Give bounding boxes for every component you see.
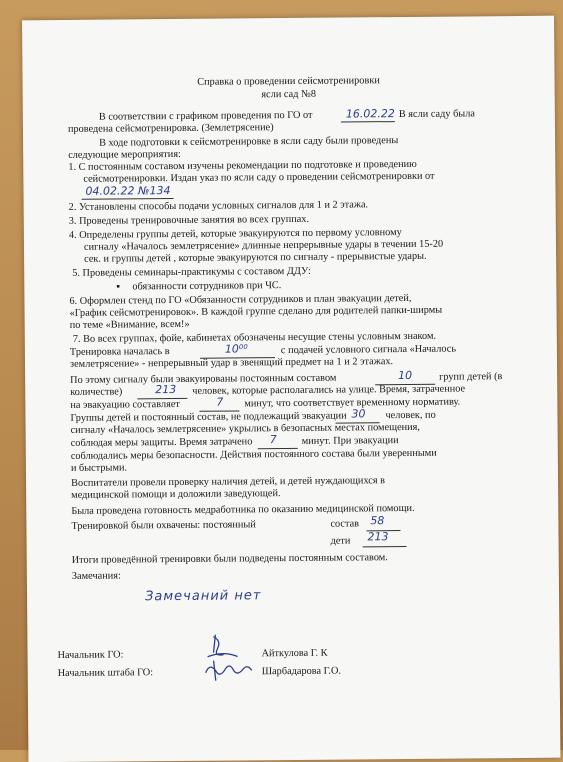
document-page [22,16,560,762]
head-label: Начальник ГО: [57,649,124,662]
kids-label: дети [330,535,351,547]
order-number-handwritten: 04.02.22 №134 [85,184,171,198]
prep-line-1: В ходе подготовки к сейсмотренировке в ясли саду были проведены [99,135,399,149]
item-5-bullet: ▪ [116,281,121,293]
item-1-line-b: сейсмотренировки. Издан указ по ясли саду о проведении сейсмотренировки от [83,170,435,185]
item-4-line-a: 4. Определены группы детей, которые эвакуируются по первому условному [68,227,402,241]
start-line-b: с подачей условного сигнала «Началось [280,343,457,357]
evac-line-d: человек, которые располагались на улице. Время, затраченное [192,383,466,397]
evac-children-handwritten: 213 [155,382,177,397]
item-5: 5. Проведены семинары-практикумы с составом ДДУ: [72,265,311,279]
kids-count-underline [363,546,407,547]
evac-line-b: групп детей (в [439,371,503,383]
item-6-line-c: по теме «Внимание, всем!» [69,318,190,331]
check-line-b: медицинской помощи и доложили заведующей. [71,488,281,501]
item-3: 3. Проведены тренировочные занятия во всех группах. [68,213,310,227]
prep-line-2: следующие мероприятия: [68,148,181,161]
results-line: Итоги проведённой тренировки были подведены постоянным составом. [71,552,388,566]
intro-date-underline [341,121,395,122]
chief-name: Шарбадарова Г.О. [261,665,342,678]
intro-line-2: проведена сейсмотренировка. (Землетрясение) [67,122,274,135]
shelter-line-f: соблюдались меры безопасности. Действия постоянного состава были уверенными [70,447,437,462]
intro-line-1: В соответствии с графиком проведения по ГО от [98,109,313,123]
document-title: Справка о проведении сейсмотренировки [197,75,380,88]
order-underline [82,198,174,200]
remarks-handwritten: Замечаний нет [144,588,262,605]
shelter-line-c: сигналу «Началось землетрясение» укрылись в безопасных местах помещения, [70,421,421,436]
covered-line: Тренировкой были охвачены: постоянный [71,519,256,532]
chief-signature [200,654,258,685]
intro-date-handwritten: 16.02.22 [345,107,395,121]
start-line-a: Тренировка началась в [69,346,170,358]
document-subtitle: ясли сад №8 [261,88,317,101]
head-name: Айткулова Г. К [261,647,328,660]
item-1-line-a: 1. С постоянным составом изучены рекомендации по подготовке и проведению [68,158,417,173]
staff-count-handwritten: 58 [370,514,385,528]
evac-line-c: количестве) [70,386,123,398]
evac-groups-handwritten: 10 [398,368,413,383]
evac-line-e: на эвакуацию составляет [70,398,180,411]
staff-label: состав [330,518,360,530]
shelter-line-d: соблюдая меры защиты. Время затрачено [70,436,253,449]
shelter-line-a: Группы детей и постоянный состав, не подлежащий эвакуации [70,410,347,424]
kids-count-handwritten: 213 [367,530,389,544]
item-2: 2. Установлены способы подачи условных сигналов для 1 и 2 этажа. [68,199,369,213]
item-7: 7. Во всех группах, фойе, кабинетах обозначены несущие стены условным знаком. [72,330,437,345]
shelter-line-e: минут. При эвакуации [301,435,399,447]
evac-line-a: По этому сигналу были эвакуированы постоянным составом [70,372,337,386]
shelter-line-g: и быстрыми. [70,462,128,474]
chief-label: Начальник штаба ГО: [57,667,154,680]
shelter-minutes-handwritten: 7 [269,433,277,447]
item-6-line-a: 6. Оформлен стенд по ГО «Обязанности сотрудников и план эвакуации детей, [69,292,412,307]
shelter-line-b: человек, по [385,409,436,422]
med-line: Была проведена готовность медработника по оказанию медицинской помощи. [71,502,415,517]
item-4-line-c: сек. и группы детей , которые эвакуируются по сигналу - прерывистые удары. [84,250,427,265]
check-line-a: Воспитатели провели проверку наличия детей, и детей нуждающихся в [71,475,386,489]
evac-minutes-handwritten: 7 [216,395,224,409]
evac-line-f: минут, что соответствует временному нормативу. [244,396,461,410]
remarks-label: Замечания: [71,570,121,582]
intro-line-1-end: В ясли саду была [398,108,475,121]
shelter-count-handwritten: 30 [351,407,366,421]
item-5-sub: обязанности сотрудников при ЧС. [132,280,282,293]
start-line-c: землетрясение» - непрерывный удар в звенящий предмет на 1 и 2 этажах. [69,356,394,370]
item-4-line-b: сигналу «Началось землетрясение» длинные непрерывные удары в течении 15-20 [83,238,444,253]
item-6-line-b: «График сейсмотренировок». В каждой группе сделано для родителей папки-ширмы [69,304,443,319]
start-time-handwritten: 10⁰⁰ [224,342,248,356]
